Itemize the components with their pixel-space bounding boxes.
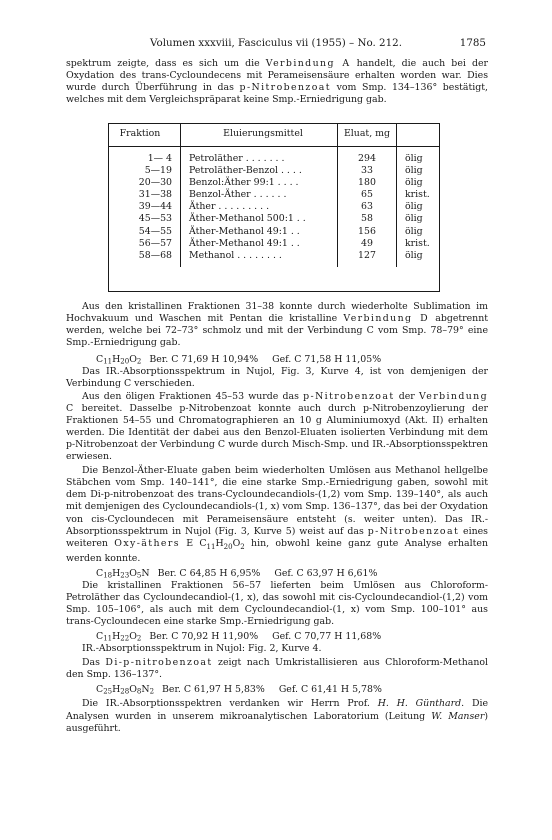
remark-cell: ölig [397,250,441,267]
paragraph-compound-d: Aus den kristallinen Fraktionen 31–38 konnte durch wiederholte Sublimation im Hochvakuum und Waschen mit Pentan die kristalline Verbindung D abgetrennt werden, welche bei 72–73° schmolz und mit der Verbindung C vom Smp. 78–79° eine Smp.-Erniedrigung gab. [66,301,489,349]
eluate-mass-cell: 127 [338,250,397,267]
table-row [108,250,440,267]
paragraph-ir-nujol: IR.-Absorptionsspektrum in Nujol: Fig. 2, Kurve 4. [82,643,322,655]
eluate-mass-cell: 65 [338,189,397,201]
fraction-cell: 58—68 [138,249,172,261]
table-row [108,213,440,225]
paragraph-diol: Die kristallinen Fraktionen 56–57 lieferten beim Umlösen aus Chloroform-Petroläther das Cycloundecandiol-(1, x), das sowohl mit cis-Cycloundecandiol-(1,2) vom Smp. 105–106°, als auch mit dem Cycloundecandiol-(1, x) vom Smp. 100–101° aus trans-Cycloundecen eine starke Smp.-Erniedrigung gab. [66,579,488,628]
remark-cell: krist. [397,189,441,201]
compound-d: Verbindung D [343,313,429,325]
eluate-mass-cell: 49 [338,238,397,250]
eluent-cell: Äther-Methanol 49:1 . . [181,226,338,238]
fraction-table [108,123,440,267]
remark-cell: ölig [397,147,441,166]
table-row [108,226,440,238]
analysis-formula-4: $C_{25}H_{28}O_8N_2$ Ber. C 61,97 H 5,83% Gef. C 61,41 H 5,78% [96,684,382,696]
fraction-cell: 31—38 [138,189,172,201]
eluate-mass-cell: 180 [338,177,397,189]
table-row [108,177,440,189]
paragraph-ir-spectrum: Das IR.-Absorptionsspektrum in Nujol, Fig. 3, Kurve 4, ist von demjenigen der Verbindung C verschieden. [66,366,488,390]
nitrobenzoate-term: p-Nitrobenzoat [239,82,331,94]
remark-cell: ölig [397,177,441,189]
eluent-cell: Benzol:Äther 99:1 . . . . [181,177,338,189]
intro-paragraph: spektrum zeigte, dass es sich um die Verbindung A handelt, die auch bei der Oxydation des trans-Cycloundecens mit Perameisensäure erhalten worden war. Dies wurde durch Überführung in das p-Nitrobenzoat vom Smp. 134–136° bestätigt, welches mit dem Vergleichspräparat keine Smp.-Erniedrigung gab. [66,58,488,106]
paragraph-benzol-ether: Die Benzol-Äther-Eluate gaben beim wiederholten Umlösen aus Methanol hellgelbe Stäbchen vom Smp. 140–141°, die eine starke Smp.-Erniedrigung gaben, sowohl mit dem Di-p-nitrobenzoat des trans-Cycloundecandiols-(1,2) vom Smp. 139–140°, als auch mit demjenigen des Cycloundecandiols-(1, x) vom Smp. 136–137°, das bei der Oxydation von cis-Cycloundecen mit Perameisensäure entsteht (s. weiter unten). Das IR.-Absorptionsspektrum in Nujol (Fig. 3, Kurve 5) weist auf das p-Nitrobenzoat eines weiteren Oxy-äthers E $C_{11}H_{20}O_2$ hin, obwohl keine ganz gute Analyse erhalten werden konnte. [66,465,488,564]
eluate-mass-cell: 58 [338,213,397,225]
column-header-remark [397,123,441,147]
paragraph-acknowledgement: Die IR.-Absorptionsspektren verdanken wir Herrn Prof. H. H. Günthard. Die Analysen wurden in unserem mikroanalytischen Laboratorium (Leitung W. Manser) ausgeführt. [66,698,489,734]
table-row [108,238,440,250]
remark-cell: krist. [397,238,441,250]
paragraph-dinitrobenzoate: Das Di-p-nitrobenzoat zeigt nach Umkristallisieren aus Chloroform-Methanol den Smp. 136–137°. [66,657,488,681]
fraction-cell: 39—44 [138,201,172,213]
remark-cell: ölig [397,165,441,177]
running-header [66,37,486,49]
eluent-cell: Methanol . . . . . . . . [181,250,338,267]
eluate-mass-cell: 294 [338,147,397,166]
fraction-cell: 20—30 [138,177,172,189]
running-title: Volumen xxxviii, Fasciculus vii (1955) – No. 212. [150,37,402,49]
person-manser: W. Manser [431,710,485,722]
table-row [108,201,440,213]
remark-cell: ölig [397,201,441,213]
body-text [66,301,488,735]
eluate-mass-cell: 63 [338,201,397,213]
found-values: Gef. C 71,58 H 11,05% [272,354,382,366]
fraction-cell: 45—53 [138,213,172,225]
page-number: 1785 [459,37,486,49]
person-guenthard: H. H. Günthard [377,698,462,710]
table-row [108,165,440,177]
fraction-cell: 1— 4 [147,153,172,164]
analysis-formula-1: $C_{11}H_{20}O_2$ Ber. C 71,69 H 10,94% Gef. C 71,58 H 11,05% [96,354,382,366]
column-header-eluent: Eluierungsmittel [181,123,338,147]
eluent-cell: Äther-Methanol 500:1 . . [181,213,338,225]
table-row [108,147,440,166]
table-row [108,189,440,201]
eluent-cell: Petroläther . . . . . . . [181,147,338,166]
eluate-mass-cell: 33 [338,165,397,177]
compound-a: Verbindung A [265,58,351,69]
fraction-cell: 54—55 [138,225,172,237]
fraction-cell: 56—57 [138,237,172,249]
remark-cell: ölig [397,213,441,225]
eluent-cell: Benzol-Äther . . . . . . [181,189,338,201]
eluent-cell: Äther-Methanol 49:1 . . [181,238,338,250]
column-header-fraktion: Fraktion [108,123,181,147]
column-header-eluate: Eluat, mg [338,123,397,147]
remark-cell: ölig [397,226,441,238]
paragraph-nitrobenzoate-c: Aus den öligen Fraktionen 45–53 wurde das p-Nitrobenzoat der Verbindung C bereitet. Dasselbe p-Nitrobenzoat konnte auch durch p-Nitrobenzoylierung der Fraktionen 54–55 und Chromatographieren an 10 g Aluminiumoxyd (Akt. II) erhalten werden. Die Identität der dabei aus den Benzol-Eluaten isolierten Verbindung mit dem p-Nitrobenzoat der Verbindung C wurde durch Misch-Smp. und IR.-Absorptionsspektren erwiesen. [66,390,488,463]
fraction-cell: 5—19 [144,165,172,177]
analysis-formula-3: $C_{11}H_{22}O_2$ Ber. C 70,92 H 11,90% Gef. C 70,77 H 11,68% [96,631,382,643]
eluent-cell: Äther . . . . . . . . . [181,201,338,213]
calculated-values: Ber. C 71,69 H 10,94% [149,354,259,366]
eluent-cell: Petroläther-Benzol . . . . [181,165,338,177]
analysis-formula-2: $C_{18}H_{23}O_5N$ Ber. C 64,85 H 6,95% Gef. C 63,97 H 6,61% [96,567,378,580]
eluate-mass-cell: 156 [338,226,397,238]
